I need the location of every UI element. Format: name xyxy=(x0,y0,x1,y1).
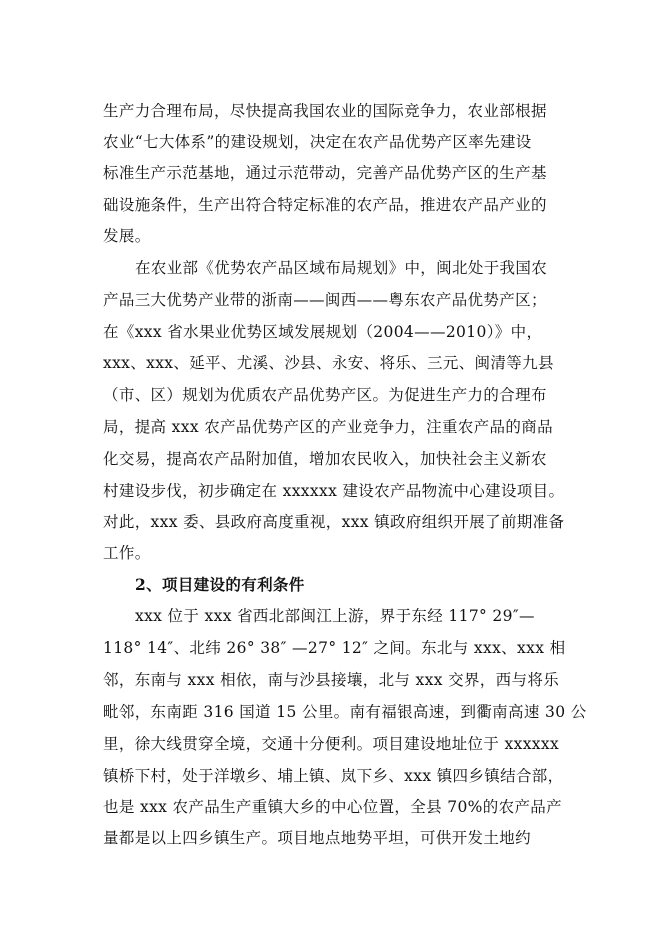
text-line: 生产力合理布局，尽快提高我国农业的国际竞争力，农业部根据 xyxy=(103,102,547,120)
text-line: 发展。 xyxy=(103,227,151,245)
text-line: 毗邻，东南距 316 国道 15 公里。南有福银高速，到衢南高速 30 公 xyxy=(103,703,587,721)
text-line: 标准生产示范基地，通过示范带动，完善产品优势产区的生产基 xyxy=(103,164,547,182)
text-line: 化交易，提高农产品附加值，增加农民收入，加快社会主义新农 xyxy=(103,450,547,468)
text-line: 局，提高 xxx 农产品优势产区的产业竞争力，注重农产品的商品 xyxy=(103,418,553,436)
text-line: 也是 xxx 农产品生产重镇大乡的中心位置，全县 70%的农产品产 xyxy=(103,798,563,816)
text-line: 村建设步伐，初步确定在 xxxxxx 建设农产品物流中心建设项目。 xyxy=(103,482,565,500)
text-line: 产品三大优势产业带的浙南——闽西——粤东农产品优势产区； xyxy=(103,291,547,309)
text-line: 邻，东南与 xxx 相依，南与沙县接壤，北与 xxx 交界，西与将乐 xyxy=(103,671,560,689)
section-heading: 2、项目建设的有利条件 xyxy=(135,575,305,594)
text-line: （市、区）规划为优质农产品优势产区。为促进生产力的合理布 xyxy=(103,386,547,404)
text-line: 在《xxx 省水果业优势区域发展规划（2004——2010）》中， xyxy=(103,323,543,341)
text-line: 农业“七大体系”的建设规划，决定在农产品优势产区率先建设 xyxy=(103,133,532,151)
text-line: 础设施条件，生产出符合特定标准的农产品，推进农产品产业的 xyxy=(103,196,547,214)
text-line: 对此，xxx 委、县政府高度重视，xxx 镇政府组织开展了前期准备 xyxy=(103,513,565,531)
text-line: 118° 14″、北纬 26° 38″ —27° 12″ 之间。东北与 xxx、xxx 相 xyxy=(103,639,566,657)
text-line: 工作。 xyxy=(103,544,151,562)
text-line: 在农业部《优势农产品区域布局规划》中，闽北处于我国农 xyxy=(135,259,548,277)
text-line: xxx、xxx、延平、尤溪、沙县、永安、将乐、三元、闽清等九县 xyxy=(103,354,554,372)
text-line: 里，徐大线贯穿全境，交通十分便利。项目建设地址位于 xxxxxx xyxy=(103,735,560,753)
text-line: xxx 位于 xxx 省西北部闽江上游，界于东经 117° 29″— xyxy=(135,607,535,625)
text-line: 镇桥下村，处于洋墩乡、埔上镇、岚下乡、xxx 镇四乡镇结合部， xyxy=(103,767,564,785)
text-line: 量都是以上四乡镇生产。项目地点地势平坦，可供开发土地约 xyxy=(103,829,531,847)
